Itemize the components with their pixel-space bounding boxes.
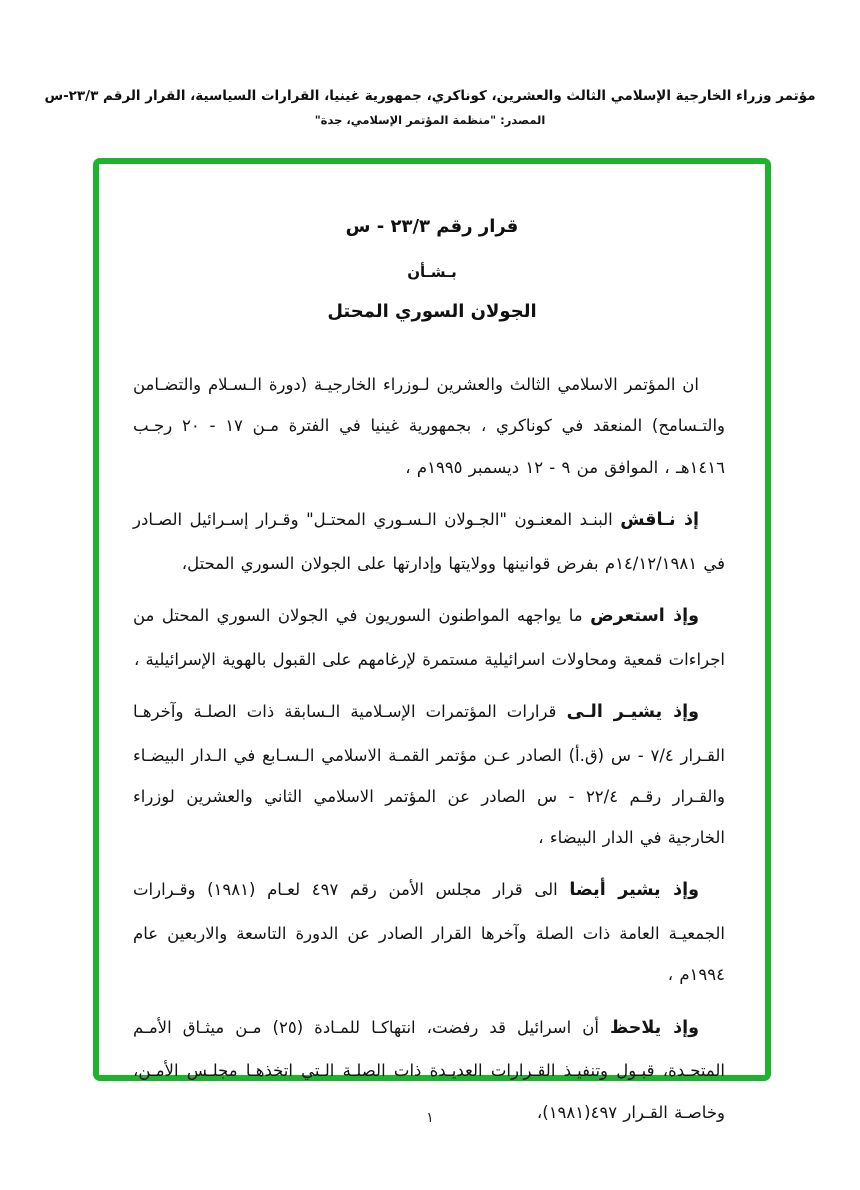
document-source-header	[0, 88, 860, 127]
resolution-paragraph	[133, 869, 725, 995]
resolution-regarding: بـشـأن	[407, 263, 457, 281]
resolution-paragraph	[133, 364, 725, 488]
paragraph-lead-phrase: وإذ استعرض	[590, 605, 699, 626]
paragraph-lead-phrase: وإذ يشيـر الـى	[566, 701, 699, 722]
header-citation: مؤتمر وزراء الخارجية الإسلامي الثالث والعشرين، كوناكري، جمهورية غينيا، القرارات السياسية، القرار الرقم ٢٣/٣-س	[44, 88, 816, 104]
paragraph-text: الى قرار مجلس الأمن رقم ٤٩٧ لعـام (١٩٨١) وقـرارات الجمعيـة العامة ذات الصلة وآخرها القرار الصادر عن الدورة التاسعة والاربعين عام ١٩٩٤م ،	[133, 880, 725, 985]
highlight-frame	[93, 158, 771, 1122]
paragraph-text: أن اسرائيل قد رفضت، انتهاكـا للمـادة (٢٥) مـن ميثـاق الأمـم المتحـدة، قبـول وتنفيـذ القـرارات العديـدة ذات الصلـة الـتي اتخذهـا مجلـس الأمـن، وخاصـة القـرار ٤٩٧(١٩٨١)،	[133, 1017, 725, 1122]
resolution-paragraph	[133, 691, 725, 859]
paragraph-lead-phrase: إذ نـاقش	[620, 509, 699, 530]
paragraph-lead-phrase: وإذ يشير أيضا	[569, 880, 699, 901]
resolution-body	[99, 364, 765, 1133]
resolution-subject: الجولان السوري المحتل	[327, 301, 537, 322]
resolution-paragraph	[133, 595, 725, 680]
page-number: ١	[426, 1110, 434, 1126]
paragraph-text: البنـد المعنـون "الجـولان الـسـوري المحتـل" وقـرار إسـرائيل الصـادر في ١٤/١٢/١٩٨١م بفرض قوانينها وولايتها وإدارتها على الجولان السوري المحتل،	[133, 509, 725, 573]
paragraph-text: قرارات المؤتمرات الإسـلامية الـسابقة ذات الصلـة وآخرهـا القـرار ٧/٤ - س (ق.أ) الصادر عـن مؤتمر القمـة الاسلامي الـسـابع في الـدار البيضـاء والقـرار رقـم ٢٢/٤ - س الصادر عن المؤتمر الاسلامي الثاني والعشرين لوزراء الخارجية في الدار البيضاء ،	[133, 701, 726, 847]
paragraph-lead-phrase: وإذ يلاحظ	[610, 1017, 700, 1038]
resolution-title	[99, 216, 765, 322]
resolution-paragraph	[133, 499, 725, 584]
paragraph-text: ان المؤتمر الاسلامي الثالث والعشرين لـوزراء الخارجيـة (دورة الـسـلام والتضـامن والتـسامح) المنعقد في كوناكري ، بجمهورية غينيا في الفترة مـن ١٧ - ٢٠ رجـب ١٤١٦هـ ، الموافق من ٩ - ١٢ ديسمبر ١٩٩٥م ،	[133, 375, 725, 477]
resolution-number: قرار رقم ٢٣/٣ - س	[345, 216, 519, 237]
header-source: المصدر: "منظمة المؤتمر الإسلامي، جدة"	[314, 113, 546, 127]
paragraph-text: ما يواجهه المواطنون السوريون في الجولان السوري المحتل من اجراءات قمعية ومحاولات اسرائيلية مستمرة لإرغامهم على القبول بالهوية الإسرائيلية ،	[133, 605, 725, 669]
